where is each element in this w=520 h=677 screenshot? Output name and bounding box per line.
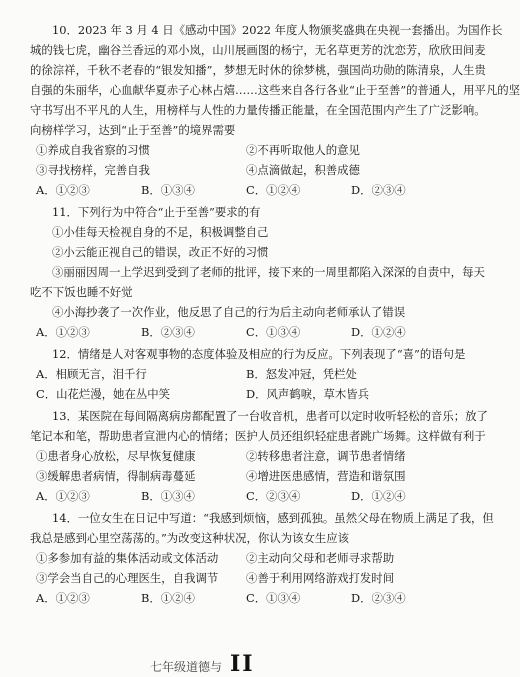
page-footer xyxy=(150,651,255,677)
question-12 xyxy=(30,344,466,404)
statement-option: ④点滴做起，积善成德 xyxy=(246,163,360,177)
answer-choice: C．①③④ xyxy=(246,325,301,339)
answer-choice: B．①②④ xyxy=(141,591,195,605)
question-14-items-row xyxy=(30,548,450,568)
answer-choice: D．②③④ xyxy=(351,591,406,605)
answer-choice: C．①②④ xyxy=(246,183,301,197)
question-12-items-row xyxy=(30,364,450,384)
statement-option: ②不再听取他人的意见 xyxy=(246,143,360,157)
statement-option-continued: 吃不下饭也睡不好觉 xyxy=(30,285,133,299)
question-10 xyxy=(30,20,520,200)
question-14-choices xyxy=(30,588,450,608)
statement-option: ③丽丽因周一上学迟到受到了老师的批评，接下来的一周里都陷入深深的自责中，每天 xyxy=(52,265,485,279)
question-10-items-row xyxy=(30,140,450,160)
question-13 xyxy=(30,406,488,506)
answer-choice: B．①③④ xyxy=(141,183,195,197)
question-14 xyxy=(30,508,494,608)
answer-choice: C．山花烂漫，她在丛中笑 xyxy=(36,387,171,401)
answer-choice: D．风声鹤唳，草木皆兵 xyxy=(246,387,370,401)
answer-choice: A．①②③ xyxy=(36,325,90,339)
answer-choice: B．②③④ xyxy=(141,325,195,339)
statement-option: ④善于利用网络游戏打发时间 xyxy=(246,571,395,585)
footer-section-mark: II xyxy=(230,651,255,677)
statement-option: ③寻找榜样，完善自我 xyxy=(36,163,150,177)
question-13-line: 13．某医院在每间隔离病房都配置了一台收音机，患者可以定时收听轻松的音乐；放了 xyxy=(52,409,488,423)
question-14-line: 14．一位女生在日记中写道：“我感到烦恼，感到孤独。虽然父母在物质上满足了我，但 xyxy=(52,511,494,525)
statement-option: ①养成自我省察的习惯 xyxy=(36,143,150,157)
question-12-items-row xyxy=(30,384,450,404)
statement-option: ②转移患者注意，调节患者情绪 xyxy=(246,449,406,463)
question-11-choices xyxy=(30,322,450,342)
question-10-line: 城的钱七虎，幽谷兰香远的邓小岚，山川展画图的杨宁，无名草更芳的沈恋芳，欣欣田间麦 xyxy=(30,43,486,57)
answer-choice: C．②③④ xyxy=(246,489,301,503)
answer-choice: B．①③④ xyxy=(141,489,195,503)
question-13-choices xyxy=(30,486,450,506)
answer-choice: A．①②③ xyxy=(36,489,90,503)
question-13-items-row xyxy=(30,446,450,466)
question-14-items-row xyxy=(30,568,450,588)
question-11-stem: 11．下列行为中符合“止于至善”要求的有 xyxy=(52,205,261,219)
statement-option: ③缓解患者病情，得制病毒蔓延 xyxy=(36,469,196,483)
question-10-line: 自强的朱丽华，心血献华夏赤子心林占熺……这些来自各行各业“止于至善”的普通人，用平凡的坚 xyxy=(30,83,520,97)
answer-choice: D．①②④ xyxy=(351,325,406,339)
question-10-choices xyxy=(30,180,450,200)
statement-option: ②小云能正视自己的错误，改正不好的习惯 xyxy=(52,245,269,259)
statement-option: ②主动向父母和老师寻求帮助 xyxy=(246,551,395,565)
statement-option: ④小海抄袭了一次作业，他反思了自己的行为后主动向老师承认了错误 xyxy=(52,305,406,319)
question-10-line: 的徐淙祥，千秋不老春的“银发知播”，梦想无时休的徐梦桃，强国尚功勋的陈清泉，人生贵 xyxy=(30,63,486,77)
statement-option: ①多参加有益的集体活动或文体活动 xyxy=(36,551,219,565)
question-10-items-row xyxy=(30,160,450,180)
statement-option: ③学会当自己的心理医生，自我调节 xyxy=(36,571,219,585)
answer-choice: D．②③④ xyxy=(351,183,406,197)
question-13-line: 笔记本和笔，帮助患者宣泄内心的情绪；医护人员还组织轻症患者跳广场舞。这样做有利于 xyxy=(30,429,486,443)
question-10-line: 向榜样学习，达到“止于至善”的境界需要 xyxy=(30,123,236,137)
question-13-items-row xyxy=(30,466,450,486)
statement-option: ④增进医患感情，营造和谐氛围 xyxy=(246,469,406,483)
question-12-stem: 12．情绪是人对客观事物的态度体验及相应的行为反应。下列表现了“喜”的语句是 xyxy=(52,347,466,361)
answer-choice: A．①②③ xyxy=(36,183,90,197)
answer-choice: D．①②④ xyxy=(351,489,406,503)
answer-choice: C．①③④ xyxy=(246,591,301,605)
answer-choice: A．相顾无言，泪千行 xyxy=(36,367,147,381)
answer-choice: A．①②③ xyxy=(36,591,90,605)
question-10-line: 守书写出不平凡的人生，用榜样与人性的力量传播正能量，在全国范围内产生了广泛影响。 xyxy=(30,103,486,117)
question-14-line: 我总是感到心里空荡荡的。”为改变这种状况，你认为该女生应该 xyxy=(30,531,350,545)
statement-option: ①小佳每天检视自身的不足，积极调整自己 xyxy=(52,225,269,239)
question-10-line: 10．2023 年 3 月 4 日《感动中国》2022 年度人物颁奖盛典在央视一套播出。为国作长 xyxy=(52,23,503,37)
question-11 xyxy=(30,202,485,342)
answer-choice: B．怒发冲冠，凭栏处 xyxy=(246,367,357,381)
statement-option: ①患者身心放松，尽早恢复健康 xyxy=(36,449,196,463)
footer-subject: 七年级道德与 xyxy=(150,660,223,674)
